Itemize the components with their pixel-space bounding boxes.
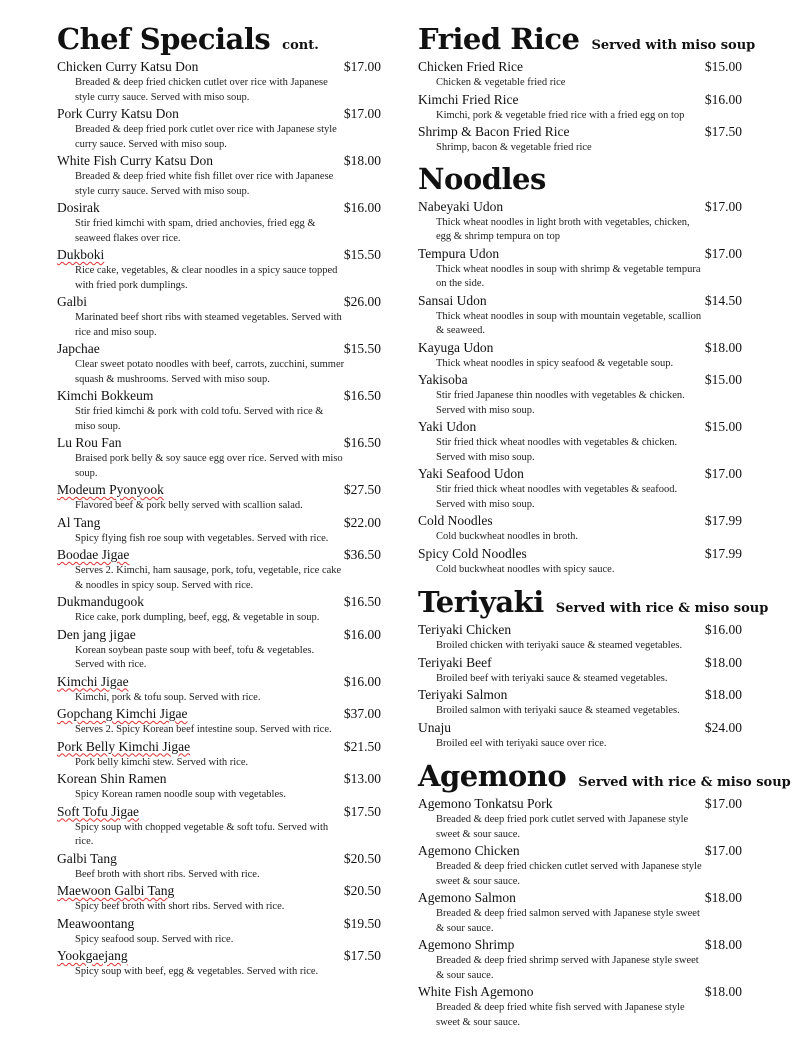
menu-item-name: Pork Curry Katsu Don [57,106,179,121]
menu-item-name: Cold Noodles [418,513,493,528]
menu-item-price: $18.00 [704,687,742,702]
menu-item-name: Galbi Tang [57,850,117,866]
menu-item-price: $15.00 [704,59,742,74]
menu-item-description: Flavored beef & pork belly served with scallion salad. [75,500,303,511]
menu-item-row [57,58,383,76]
menu-item-name: Yaki Udon [418,419,477,434]
menu-item-row [57,673,383,691]
menu-item-description: Spicy flying fish roe soup with vegetables. Served with rice. [75,532,329,544]
menu-item-description: Broiled chicken with teriyaki sauce & steamed vegetables. [436,640,683,651]
menu-item-description: Breaded & deep fried white fish fillet over rice with Japanese style curry sauce. Served with miso soup. [75,171,334,197]
menu-item [57,915,383,948]
menu-item [418,654,744,687]
chef-specials-list [57,58,383,980]
menu-item-name: Dukboki [57,247,105,262]
menu-item-name: Spicy Cold Noodles [418,545,527,561]
menu-item [57,593,383,626]
menu-item-price: $14.50 [704,292,742,308]
menu-item-row [418,465,744,483]
menu-item-name: Kimchi Jigae [57,673,129,689]
menu-item [57,481,383,514]
menu-item-description: Clear sweet potato noodles with beef, carrots, zucchini, summer squash & mushrooms. Served with miso soup. [75,359,345,385]
menu-item-description: Thick wheat noodles in soup with shrimp & vegetable tempura on the side. [436,263,701,289]
menu-item-description: Serves 2. Kimchi, ham sausage, pork, tofu, vegetable, rice cake & noodles in spicy soup. Served with rice. [75,565,342,591]
menu-item [57,626,383,673]
menu-item-row [418,686,744,704]
noodles-list [418,198,744,578]
menu-item-row [418,621,744,639]
menu-item-name: Kimchi Fried Rice [418,91,519,107]
menu-item-name: Al Tang [57,514,101,530]
section-title: Noodles [418,161,546,196]
section-heading-chef-specials [57,22,383,54]
menu-item [57,803,383,850]
menu-item-price: $18.00 [704,984,742,999]
menu-item [418,198,744,245]
menu-item-name: Chicken Curry Katsu Don [57,59,199,74]
menu-item-price: $15.00 [704,372,742,387]
menu-item-price: $16.50 [343,388,381,403]
menu-item-description: Breaded & deep fried shrimp served with Japanese style sweet & sour sauce. [436,955,699,981]
menu-item [418,983,744,1030]
menu-item-description: Spicy seafood soup. Served with rice. [75,933,234,945]
menu-item-description: Spicy beef broth with short ribs. Served with rice. [75,901,285,912]
menu-item-price: $16.00 [343,200,381,215]
menu-item-row [57,546,383,564]
menu-item-name: Boodae Jigae [57,547,130,562]
menu-item-price: $13.00 [343,771,381,786]
menu-item-description: Pork belly kimchi stew. Served with rice. [75,756,249,768]
menu-item-price: $17.50 [704,124,742,139]
menu-item [418,686,744,719]
menu-item-row [57,705,383,723]
menu-item-row [57,947,383,965]
menu-item-description: Serves 2. Spicy Korean beef intestine soup. Served with rice. [75,724,332,735]
menu-item-row [57,770,383,788]
menu-item-description: Cold buckwheat noodles with spicy sauce. [436,563,615,575]
menu-item-description: Breaded & deep fried pork cutlet over rice with Japanese style curry sauce. Served with miso soup. [75,124,337,150]
menu-item-row [57,199,383,217]
menu-item-description: Kimchi, pork & vegetable fried rice with a fried egg on top [436,109,685,121]
menu-item-name: White Fish Agemono [418,984,534,999]
menu-item [57,58,383,105]
menu-item-price: $15.00 [704,419,742,434]
menu-item-row [418,545,744,563]
menu-item [418,418,744,465]
menu-item [57,850,383,883]
menu-item-description: Broiled beef with teriyaki sauce & steamed vegetables. [436,672,668,684]
menu-item-price: $26.00 [343,294,381,309]
menu-item-row [57,387,383,405]
menu-item-name: Agemono Tonkatsu Pork [418,796,553,811]
menu-item-row [57,152,383,170]
menu-item-row [418,123,744,141]
menu-item-description: Stir fried kimchi with spam, dried anchovies, fried egg & seaweed flakes over rice. [75,218,316,244]
menu-item [418,621,744,654]
menu-item-row [57,105,383,123]
menu-item-name: Teriyaki Beef [418,654,492,670]
menu-item-price: $17.99 [704,545,742,561]
menu-item-price: $36.50 [343,547,381,562]
menu-item-price: $17.00 [704,466,742,481]
menu-item-description: Breaded & deep fried pork cutlet served with Japanese style sweet & sour sauce. [436,814,689,840]
menu-item-name: Shrimp & Bacon Fried Rice [418,124,570,139]
section-heading-fried-rice [418,22,756,56]
menu-item-price: $17.00 [704,245,742,261]
menu-item-price: $17.50 [343,948,381,963]
menu-item-row [418,842,744,860]
menu-item-description: Broiled eel with teriyaki sauce over rice. [436,737,607,749]
menu-item-price: $18.00 [704,937,742,952]
menu-item-row [57,340,383,358]
menu-item-price: $20.50 [343,850,381,866]
menu-item-price: $16.00 [343,626,381,642]
section-subtitle: cont. [282,38,319,53]
menu-item-row [418,339,744,357]
menu-item [418,123,744,156]
menu-item-description: Stir fried kimchi & pork with cold tofu. Served with rice & miso soup. [75,406,324,432]
menu-item-row [418,512,744,530]
menu-item-name: Den jang jigae [57,626,136,642]
menu-item-price: $15.50 [343,247,381,262]
menu-item [57,152,383,199]
menu-item-price: $18.00 [343,153,381,168]
menu-item-name: Kayuga Udon [418,339,494,355]
menu-item [57,340,383,387]
menu-item-row [418,936,744,954]
menu-item [418,719,744,752]
menu-item-description: Cold buckwheat noodles in broth. [436,531,579,542]
section-title: Agemono [418,759,567,793]
menu-item-price: $18.00 [704,339,742,355]
menu-item-name: Agemono Shrimp [418,937,515,952]
menu-item-price: $18.00 [704,890,742,905]
menu-item-name: Kimchi Bokkeum [57,388,154,403]
menu-item-price: $21.50 [343,738,381,754]
menu-item [57,246,383,293]
menu-item-price: $17.00 [343,59,381,74]
menu-item-name: Soft Tofu Jigae [57,803,140,819]
menu-item-row [57,803,383,821]
menu-item [57,105,383,152]
menu-item-name: Japchae [57,341,100,356]
menu-item-name: Teriyaki Salmon [418,687,508,702]
menu-item-price: $27.50 [343,482,381,497]
menu-item-price: $18.00 [704,654,742,670]
menu-item [57,882,383,915]
menu-item-price: $20.50 [343,883,381,898]
menu-item [418,465,744,512]
menu-item-description: Rice cake, pork dumpling, beef, egg, & vegetable in soup. [75,612,320,623]
menu-item-description: Rice cake, vegetables, & clear noodles in a spicy sauce topped with fried pork dumplings. [75,265,338,291]
spacer [418,577,744,585]
menu-item-description: Stir fried thick wheat noodles with vegetables & chicken. Served with miso soup. [436,437,678,463]
menu-item-name: Yakisoba [418,372,468,387]
menu-item-row [418,198,744,216]
menu-item [57,705,383,738]
menu-item-description: Beef broth with short ribs. Served with rice. [75,868,260,880]
menu-item-description: Spicy Korean ramen noodle soup with vegetables. [75,789,286,800]
menu-item [418,339,744,372]
section-subtitle: Served with rice & miso soup [555,601,769,616]
menu-item-description: Breaded & deep fried white fish served with Japanese style sweet & sour sauce. [436,1002,685,1028]
menu-item-description: Korean soybean paste soup with beef, tofu & vegetables. Served with rice. [75,644,315,670]
menu-item-row [418,719,744,737]
section-title: Teriyaki [418,585,544,619]
menu-item-row [57,514,383,532]
menu-item-row [57,293,383,311]
menu-item-price: $16.00 [704,622,742,637]
spacer [418,751,744,759]
menu-item-description: Breaded & deep fried salmon served with Japanese style sweet & sour sauce. [436,908,700,934]
menu-item [418,245,744,292]
menu-item-description: Spicy soup with beef, egg & vegetables. Served with rice. [75,966,319,977]
menu-item-row [418,418,744,436]
menu-item-name: Chicken Fried Rice [418,59,523,74]
menu-item-description: Stir fried Japanese thin noodles with vegetables & chicken. Served with miso soup. [436,390,685,416]
fried-rice-list [418,58,744,156]
menu-item-row [418,983,744,1001]
menu-item-row [57,481,383,499]
menu-item-row [57,626,383,644]
menu-item-row [57,850,383,868]
menu-item-price: $17.00 [343,106,381,121]
menu-item-name: Yaki Seafood Udon [418,466,524,481]
menu-item [57,514,383,547]
menu-item-row [57,593,383,611]
menu-item-description: Breaded & deep fried chicken cutlet over rice with Japanese style curry sauce. Served with miso soup. [75,77,328,103]
menu-item [418,512,744,545]
menu-item-row [418,245,744,263]
menu-item-row [418,795,744,813]
menu-item-name: Sansai Udon [418,292,487,308]
menu-item-name: Dukmandugook [57,594,144,609]
menu-item-row [57,434,383,452]
menu-item-description: Marinated beef short ribs with steamed vegetables. Served with rice and miso soup. [75,312,342,338]
menu-item-row [418,58,744,76]
menu-item-name: Nabeyaki Udon [418,198,504,214]
menu-item-name: Maewoon Galbi Tang [57,883,175,898]
section-heading-teriyaki [418,585,769,619]
menu-item-row [418,91,744,109]
menu-item-name: Unaju [418,719,451,735]
menu-item-description: Thick wheat noodles in light broth with vegetables, chicken, egg & shrimp tempura on top [436,216,690,242]
menu-item [57,199,383,246]
menu-item-price: $24.00 [704,719,742,735]
menu-item-price: $16.50 [343,594,381,609]
menu-item-name: Gopchang Kimchi Jigae [57,706,188,721]
menu-item-description: Breaded & deep fried chicken cutlet served with Japanese style sweet & sour sauce. [436,861,702,887]
menu-item-name: Lu Rou Fan [57,435,122,450]
menu-item-description: Kimchi, pork & tofu soup. Served with rice. [75,691,261,703]
menu-item [418,795,744,842]
menu-item-name: Tempura Udon [418,245,500,261]
menu-item [57,738,383,771]
section-subtitle: Served with miso soup [591,38,756,53]
menu-item-price: $22.00 [343,514,381,530]
menu-item-name: Korean Shin Ramen [57,771,167,786]
menu-item [57,770,383,803]
menu-item-name: Modeum Pyonyook [57,482,164,497]
menu-item-row [57,246,383,264]
teriyaki-list [418,621,744,751]
menu-item [418,889,744,936]
menu-item-price: $16.00 [704,91,742,107]
menu-item [418,91,744,124]
menu-item-description: Spicy soup with chopped vegetable & soft tofu. Served with rice. [75,821,329,847]
menu-item [418,58,744,91]
menu-item-description: Broiled salmon with teriyaki sauce & steamed vegetables. [436,705,680,716]
menu-item-name: Agemono Chicken [418,843,520,858]
menu-item-price: $19.50 [343,915,381,931]
section-subtitle: Served with rice & miso soup [578,775,791,790]
left-column [57,22,383,980]
menu-item-row [418,371,744,389]
right-column [418,22,791,1030]
menu-item-row [57,738,383,756]
menu-item-price: $16.00 [343,673,381,689]
menu-item [57,387,383,434]
menu-item-name: Meawoontang [57,915,135,931]
section-heading-noodles [418,162,744,194]
menu-item-row [418,292,744,310]
menu-item-price: $17.99 [704,513,742,528]
menu-item-price: $17.00 [704,843,742,858]
menu-item-name: Yookgaejang [57,948,128,963]
menu-item [57,947,383,980]
menu-item-description: Thick wheat noodles in soup with mountain vegetable, scallion & seaweed. [436,310,702,336]
section-heading-agemono [418,759,791,793]
menu-item [57,546,383,593]
menu-item-row [57,915,383,933]
menu-item [418,842,744,889]
menu-item-price: $17.00 [704,796,742,811]
menu-item-description: Stir fried thick wheat noodles with vegetables & seafood. Served with miso soup. [436,484,678,510]
menu-item-price: $16.50 [343,435,381,450]
menu-item-row [418,654,744,672]
menu-item [57,293,383,340]
menu-item-row [418,889,744,907]
menu-item-row [57,882,383,900]
section-title: Fried Rice [418,22,580,56]
menu-item-name: Galbi [57,294,87,309]
menu-item-description: Chicken & vegetable fried rice [436,77,566,88]
menu-item [418,292,744,339]
section-title: Chef Specials [57,22,271,56]
menu-item [418,545,744,578]
agemono-list [418,795,744,1030]
menu-item-name: Dosirak [57,200,100,215]
menu-item-description: Braised pork belly & soy sauce egg over rice. Served with miso soup. [75,453,343,479]
menu-item-name: Agemono Salmon [418,890,516,905]
menu-item-name: Pork Belly Kimchi Jigae [57,738,191,754]
menu-item-name: Teriyaki Chicken [418,622,512,637]
menu-item-name: White Fish Curry Katsu Don [57,153,213,168]
menu-item-description: Shrimp, bacon & vegetable fried rice [436,142,592,153]
menu-item-price: $37.00 [343,706,381,721]
menu-item [418,371,744,418]
menu-item [57,673,383,706]
menu-item [57,434,383,481]
menu-item-description: Thick wheat noodles in spicy seafood & vegetable soup. [436,357,674,369]
menu-item-price: $15.50 [343,341,381,356]
menu-item [418,936,744,983]
menu-item-price: $17.00 [704,198,742,214]
menu-item-price: $17.50 [343,803,381,819]
